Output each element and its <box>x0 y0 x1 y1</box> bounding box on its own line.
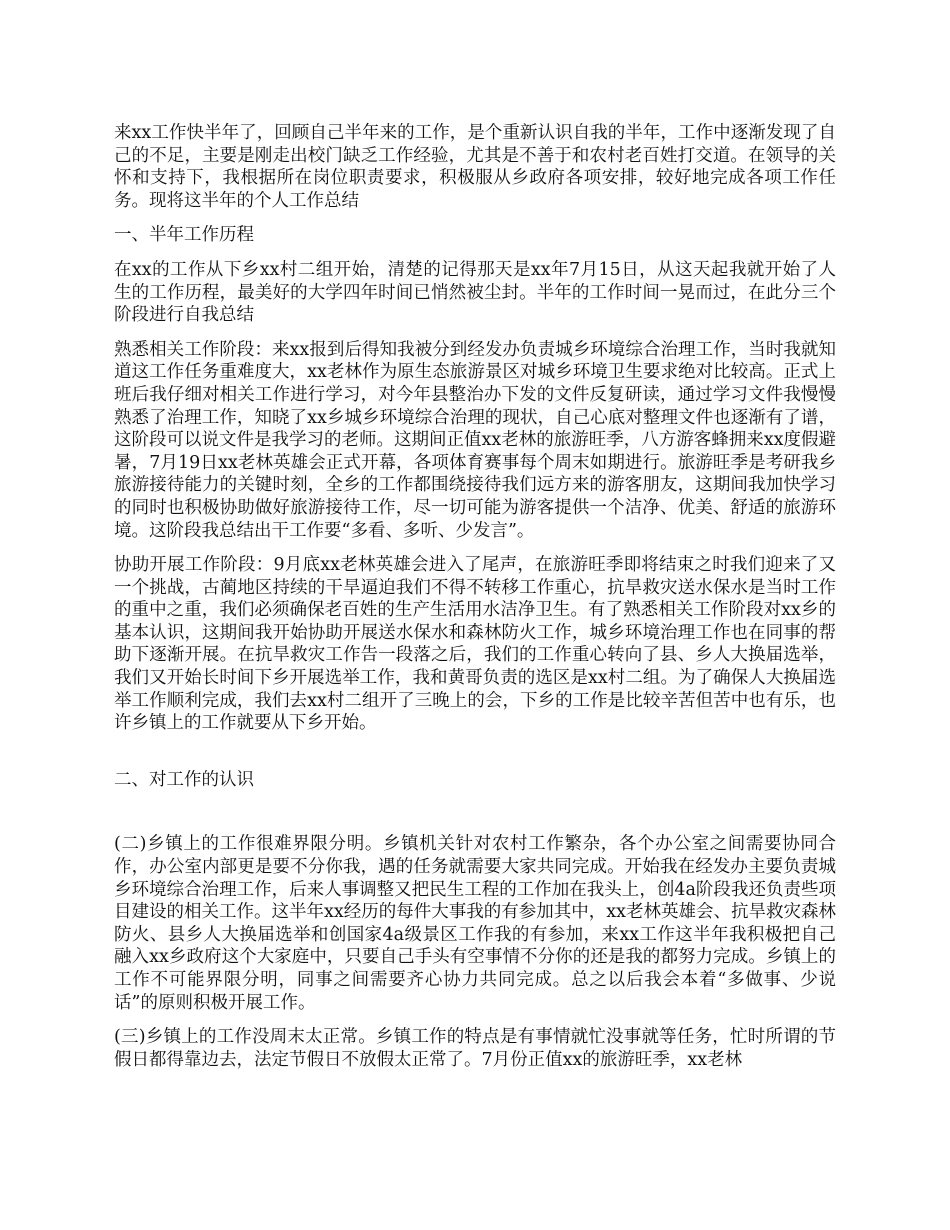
intro-paragraph: 来xx工作快半年了，回顾自己半年来的工作，是个重新认识自我的半年，工作中逐渐发现了自己的不足，主要是刚走出校门缺乏工作经验，尤其是不善于和农村老百姓打交道。在领导的关怀和支持下，我根据所在岗位职责要求，积极服从乡政府各项安排，较好地完成各项工作任务。现将这半年的个人工作总结 <box>114 123 836 211</box>
paragraph-start-date: 在xx的工作从下乡xx村二组开始，清楚的记得那天是xx年7月15日，从这天起我就开始了人生的工作历程，最美好的大学四年时间已悄然被尘封。半年的工作时间一晃而过，在此分三个阶段进行自我总结 <box>114 259 836 326</box>
document-body <box>114 122 836 1083</box>
vertical-spacer <box>114 803 836 833</box>
paragraph-point-2: (二)乡镇上的工作很难界限分明。乡镇机关针对农村工作繁杂，各个办公室之间需要协同合作，办公室内部更是要不分你我，遇的任务就需要大家共同完成。开始我在经发办主要负责城乡环境综合治理工作，后来人事调整又把民生工程的工作加在我头上，创4a阶段我还负责些项目建设的相关工作。这半年xx经历的每件大事我的有参加其中，xx老林英雄会、抗旱救灾森林防火、县乡人大换届选举和创国家4a级景区工作我的有参加，来xx工作这半年我积极把自己融入xx乡政府这个大家庭中，只要自己手头有空事情不分你的还是我的都努力完成。乡镇上的工作不可能界限分明，同事之间需要齐心协力共同完成。总之以后我会本着“多做事、少说话”的原则积极开展工作。 <box>114 834 836 1013</box>
section-heading-1: 一、半年工作历程 <box>114 225 254 246</box>
vertical-spacer <box>114 747 836 769</box>
paragraph-point-3: (三)乡镇上的工作没周末太正常。乡镇工作的特点是有事情就忙没事就等任务，忙时所谓的节假日都得靠边去，法定节假日不放假太正常了。7月份正值xx的旅游旺季，xx老林 <box>114 1027 836 1070</box>
section-heading-2: 二、对工作的认识 <box>114 769 254 790</box>
paragraph-stage-familiarize: 熟悉相关工作阶段：来xx报到后得知我被分到经发办负责城乡环境综合治理工作，当时我就知道这工作任务重难度大，xx老林作为原生态旅游景区对城乡环境卫生要求绝对比较高。正式上班后我仔细对相关工作进行学习，对今年县整治办下发的文件反复研读，通过学习文件我慢慢熟悉了治理工作，知晓了xx乡城乡环境综合治理的现状，自己心底对整理文件也逐渐有了谱，这阶段可以说文件是我学习的老师。这期间正值xx老林的旅游旺季，八方游客蜂拥来xx度假避暑，7月19日xx老林英雄会正式开幕，各项体育赛事每个周末如期进行。旅游旺季是考研我乡旅游接待能力的关键时刻，全乡的工作都围绕接待我们远方来的游客朋友，这期间我加快学习的同时也积极协助做好旅游接待工作，尽一切可能为游客提供一个洁净、优美、舒适的旅游环境。这阶段我总结出干工作要“多看、多听、少发言”。 <box>114 339 836 541</box>
paragraph-stage-assist: 协助开展工作阶段：9月底xx老林英雄会进入了尾声，在旅游旺季即将结束之时我们迎来了又一个挑战，古蔺地区持续的干旱逼迫我们不得不转移工作重心，抗旱救灾送水保水是当时工作的重中之重，我们必须确保老百姓的生产生活用水洁净卫生。有了熟悉相关工作阶段对xx乡的基本认识，这期间我开始协助开展送水保水和森林防火工作，城乡环境治理工作也在同事的帮助下逐渐开展。在抗旱救灾工作告一段落之后，我们的工作重心转向了县、乡人大换届选举，我们又开始长时间下乡开展选举工作，我和黄哥负责的选区是xx村二组。为了确保人大换届选举工作顺利完成，我们去xx村二组开了三晚上的会，下乡的工作是比较辛苦但苦中也有乐，也许乡镇上的工作就要从下乡开始。 <box>114 555 836 734</box>
